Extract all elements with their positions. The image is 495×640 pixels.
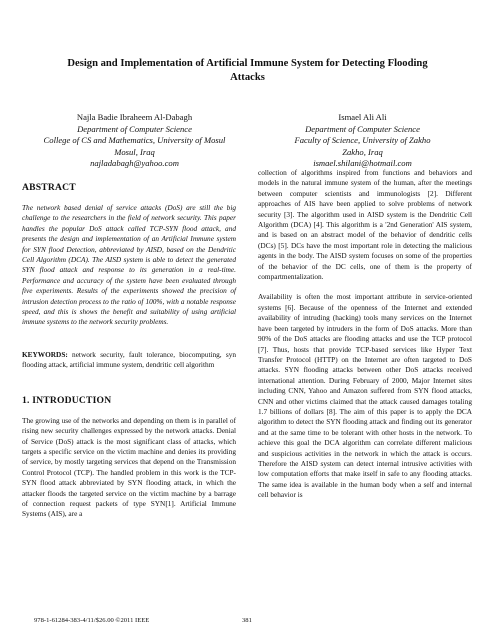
introduction-heading: 1. INTRODUCTION <box>22 394 112 406</box>
copyright-footer: 978-1-61284-383-4/11/$26.00 ©2011 IEEE <box>34 617 150 624</box>
author-name: Ismael Ali Ali <box>338 112 387 122</box>
abstract-heading: ABSTRACT <box>22 182 76 193</box>
body-paragraph-2: Availability is often the most important attribute in service-oriented systems [6]. Because of the openness of the Internet and extended availability of intruding (hacking) tools many services on the Internet have been targeted by intruders in the form of DoS attacks. More than 90% of the DoS attacks are flooding attacks and use the TCP protocol [7]. Thus, hosts that provide TCP-based services like Hyper Text Transfer Protocol (HTTP) on the Internet are often targeted to DoS attacks. SYN flooding attacks between other DoS attacks received international attention. During February of 2000, Major Internet sites including CNN, Yahoo and Amazon suffered from SYN flood attacks, CNN and other victims claimed that the attack caused damages totaling 1.7 billions of dollars [8]. The aim of this paper is to apply the DCA algorithm to detect the SYN flooding attack and finding out its generator and at the same time to be tolerant with other hosts in the network. To achieve this goal the DCA algorithm can correlate different malicious and suspicious activities in the network in which the attack is occurs. Therefore the AISD system can detect internal intrusive activities with low computation efforts that make itself in safe to any flooding attacks. The same idea is available in the human body when a self and internal cell behavior is <box>258 292 472 500</box>
paper-title: Design and Implementation of Artificial Immune System for Detecting Flooding Attacks <box>67 58 428 83</box>
keywords-label: KEYWORDS: <box>22 349 68 359</box>
page-number: 381 <box>242 617 252 624</box>
author-location: Zakho, Iraq <box>342 146 383 157</box>
author-email[interactable]: najladabagh@yahoo.com <box>90 158 179 169</box>
author-name: Najla Badie Ibraheem Al-Dabagh <box>76 112 193 122</box>
author-department: Department of Computer Science <box>77 123 192 134</box>
left-column <box>22 182 236 520</box>
right-column <box>258 168 472 501</box>
author-2 <box>250 112 475 170</box>
keywords <box>22 350 236 371</box>
author-department: Department of Computer Science <box>305 123 420 134</box>
author-email[interactable]: ismael.shilani@hotmail.com <box>313 158 412 169</box>
author-location: Mosul, Iraq <box>114 146 155 157</box>
abstract-text: The network based denial of service attacks (DoS) are still the big challenge to the researchers in the field of network security. This paper handles the popular DoS attack called TCP-SYN flood attack, and presents the design and implementation of an Artificial Immune system for SYN flood Detection, abbreviated by AISD, based on the Dendritic Cell Algorithm (DCA). The AISD system is able to detect the generated SYN flood attack and response to its generation in a real-time. Performance and accuracy of the system have been evaluated through five experiments. Results of the experiments showed the precision of intrusion detection process to the ratio of 100%, with a notable response speed, and this is shows the benefit and suitability of using artificial immune systems to the network security problems. <box>22 203 236 327</box>
author-organization: College of CS and Mathematics, University of Mosul <box>43 135 226 146</box>
body-paragraph-1: collection of algorithms inspired from functions and behaviors and models in the natural immune system of the human, after the meetings between computer scientists and immunologists [2]. Different approaches of AIS have been applied to solve problems of network security [3]. The algorithm used in AISD system is the Dendritic Cell Algorithm (DCA) [4]. This algorithm is a '2nd Generation' AIS system, and is based on an abstract model of the behavior of dendritic cells (DCs) [5]. DCs have the most important role in detecting the malicious agents in the body. The AISD system focuses on some of the properties of the behavior of the DC cells, one of them is the property of compartmentalization. <box>258 168 472 282</box>
introduction-text: The growing use of the networks and depending on them is in parallel of rising new security challenges expressed by the network attacks. Denial of Service (DoS) attack is the most significant class of attacks, which targets a specific service on the victim machine and denies its providing of service, by mostly targeting services that depend on the Transmission Control Protocol (TCP). The handled problem in this work is the TCP-SYN flood attack abbreviated by SYN flooding attack, in which the attacker floods the targeted service on the victim machine by a barrage of connection request packets of type SYN[1]. Artificial Immune Systems (AIS), are a <box>22 415 236 519</box>
author-1 <box>22 112 247 170</box>
author-organization: Faculty of Science, University of Zakho <box>294 135 431 146</box>
keywords-text: network security, fault tolerance, biocomputing, syn flooding attack, artificial immune system, dendritic cell algorithm <box>22 349 236 370</box>
